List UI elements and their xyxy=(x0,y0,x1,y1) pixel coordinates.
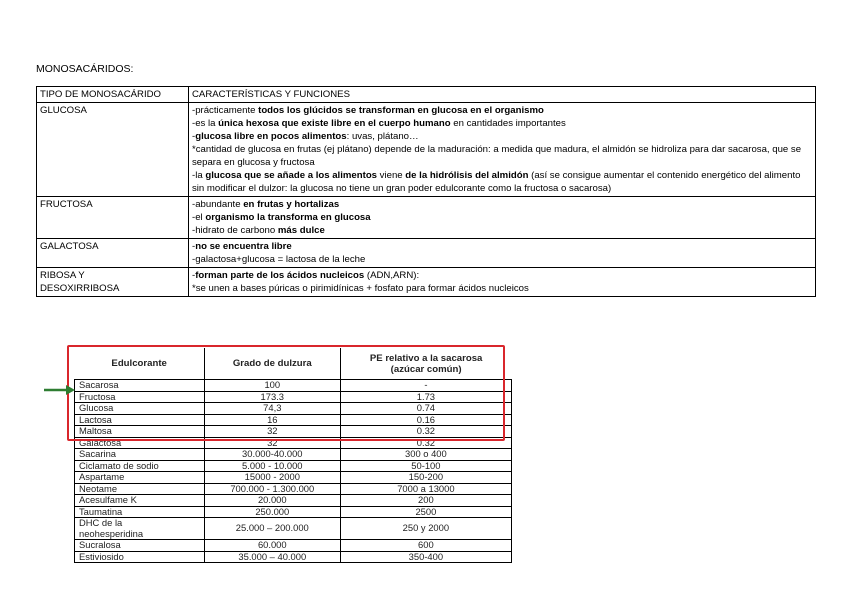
sweetener-cell: 7000 a 13000 xyxy=(340,483,511,495)
sweetener-cell: 0.74 xyxy=(340,403,511,415)
sweetener-cell: 173.3 xyxy=(204,391,340,403)
monosaccharide-type: GALACTOSA xyxy=(37,239,189,268)
sweetener-cell: - xyxy=(340,380,511,392)
sweetener-cell: 74,3 xyxy=(204,403,340,415)
characteristic-line: -el organismo la transforma en glucosa xyxy=(192,212,371,223)
sweetener-cell: Sacarina xyxy=(75,449,205,461)
sweetener-cell: Galactosa xyxy=(75,437,205,449)
sweetener-cell: 5.000 - 10.000 xyxy=(204,460,340,472)
highlight-box xyxy=(67,345,505,441)
sweetener-cell: Taumatina xyxy=(75,506,205,518)
characteristic-line: *se unen a bases púricas o pirimidínicas + fosfato para formar ácidos nucleicos xyxy=(192,283,529,294)
sweetener-row xyxy=(75,460,512,472)
sweetener-cell: 25.000 – 200.000 xyxy=(204,518,340,540)
characteristics-cell xyxy=(189,268,816,297)
sweetener-cell: 20.000 xyxy=(204,495,340,507)
characteristic-line: -glucosa libre en pocos alimentos: uvas, plátano… xyxy=(192,131,419,142)
sweetener-row xyxy=(75,495,512,507)
sweetener-row xyxy=(75,551,512,563)
sweetener-cell: Estiviosido xyxy=(75,551,205,563)
sweetener-cell: 0.16 xyxy=(340,414,511,426)
table-header-cell: TIPO DE MONOSACÁRIDO xyxy=(37,87,189,103)
sweetener-header-cell: Grado de dulzura xyxy=(204,348,340,380)
characteristic-line: -no se encuentra libre xyxy=(192,241,292,252)
sweetener-cell: 32 xyxy=(204,426,340,438)
monosaccharide-type: RIBOSA Y DESOXIRRIBOSA xyxy=(37,268,189,297)
sweetener-cell: Ciclamato de sodio xyxy=(75,460,205,472)
characteristic-line: -la glucosa que se añade a los alimentos viene de la hidrólisis del almidón (así se consigue aumentar el contenido energético del alimento sin modificar el dulzor: la glucosa no tiene un gran poder edulcorante como la fructosa o sacarosa) xyxy=(192,170,801,194)
sweetener-cell: 250.000 xyxy=(204,506,340,518)
sweetener-cell: 32 xyxy=(204,437,340,449)
characteristic-line: -forman parte de los ácidos nucleicos (ADN,ARN): xyxy=(192,270,420,281)
characteristic-line: -abundante en frutas y hortalizas xyxy=(192,199,340,210)
sweetener-row xyxy=(75,518,512,540)
characteristic-line: -galactosa+glucosa = lactosa de la leche xyxy=(192,254,366,265)
sweetener-row xyxy=(75,449,512,461)
arrow-right-icon xyxy=(44,384,76,396)
characteristic-line: -hidrato de carbono más dulce xyxy=(192,225,325,236)
sweetener-cell: 30.000-40.000 xyxy=(204,449,340,461)
sweetener-header-cell: PE relativo a la sacarosa (azúcar común) xyxy=(340,348,511,380)
sweetener-cell: 16 xyxy=(204,414,340,426)
monosaccharide-type: GLUCOSA xyxy=(37,103,189,197)
sweetener-cell: Neotame xyxy=(75,483,205,495)
sweetener-cell: 250 y 2000 xyxy=(340,518,511,540)
characteristic-line: -es la única hexosa que existe libre en el cuerpo humano en cantidades importantes xyxy=(192,118,566,129)
sweetener-cell: 600 xyxy=(340,540,511,552)
sweetener-cell: 0.32 xyxy=(340,437,511,449)
characteristic-line: -prácticamente todos los glúcidos se transforman en glucosa en el organismo xyxy=(192,105,544,116)
sweetener-cell: Fructosa xyxy=(75,391,205,403)
sweetener-row xyxy=(75,540,512,552)
characteristics-cell xyxy=(189,239,816,268)
sweetener-cell: 700.000 - 1.300.000 xyxy=(204,483,340,495)
sweetener-cell: 35.000 – 40.000 xyxy=(204,551,340,563)
table-row xyxy=(37,239,816,268)
monosaccharide-type: FRUCTOSA xyxy=(37,197,189,239)
sweetener-cell: 200 xyxy=(340,495,511,507)
sweetener-header-cell: Edulcorante xyxy=(75,348,205,380)
sweetener-cell: 50-100 xyxy=(340,460,511,472)
characteristic-line: *cantidad de glucosa en frutas (ej plátano) depende de la maduración: a medida que madura, el almidón se hidroliza para dar sacarosa, que se separa en glucosa y fructosa xyxy=(192,144,802,168)
sweetener-cell: Aspartame xyxy=(75,472,205,484)
sweetener-cell: 15000 - 2000 xyxy=(204,472,340,484)
table-row xyxy=(37,268,816,297)
sweetener-cell: 300 o 400 xyxy=(340,449,511,461)
sweetener-cell: Acesulfame K xyxy=(75,495,205,507)
sweetener-cell: 2500 xyxy=(340,506,511,518)
sweetener-cell: 0.32 xyxy=(340,426,511,438)
monosaccharides-table xyxy=(36,86,816,297)
table-row xyxy=(37,103,816,197)
table-row xyxy=(37,197,816,239)
sweetener-row xyxy=(75,472,512,484)
characteristics-cell xyxy=(189,197,816,239)
sweetener-cell: 100 xyxy=(204,380,340,392)
sweetener-cell: 60.000 xyxy=(204,540,340,552)
sweetener-cell: Lactosa xyxy=(75,414,205,426)
sweetener-cell: DHC de la neohesperidina xyxy=(75,518,205,540)
sweetener-cell: 350-400 xyxy=(340,551,511,563)
sweetener-row xyxy=(75,483,512,495)
table-header-cell: CARACTERÍSTICAS Y FUNCIONES xyxy=(189,87,816,103)
sweetener-cell: Maltosa xyxy=(75,426,205,438)
sweetener-cell: 150-200 xyxy=(340,472,511,484)
sweetener-row xyxy=(75,506,512,518)
characteristics-cell xyxy=(189,103,816,197)
page-heading: MONOSACÁRIDOS: xyxy=(36,63,134,75)
sweetener-cell: Sacarosa xyxy=(75,380,205,392)
sweetener-cell: 1.73 xyxy=(340,391,511,403)
sweetener-cell: Glucosa xyxy=(75,403,205,415)
sweetener-cell: Sucralosa xyxy=(75,540,205,552)
